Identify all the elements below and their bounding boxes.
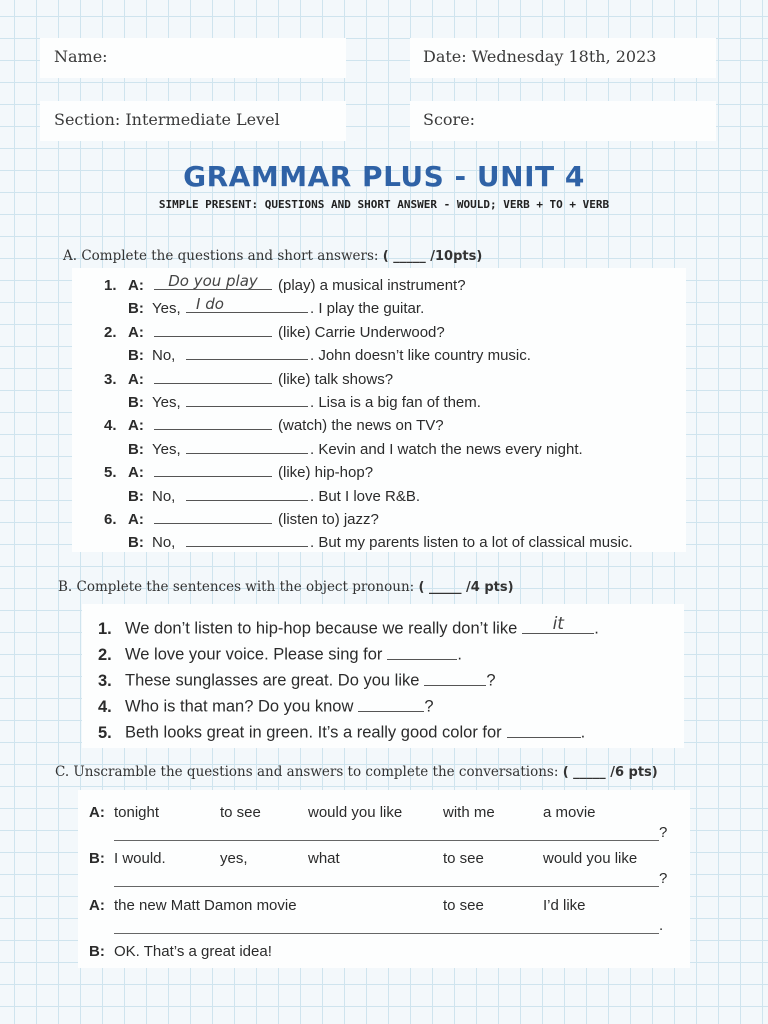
scrambled-word: to see (443, 897, 484, 914)
item-number: 4. (98, 697, 112, 716)
answer-blank[interactable] (186, 297, 308, 313)
part-c-instruction (55, 764, 658, 780)
answer-text: . But I love R&B. (310, 487, 421, 505)
question-text: (like) hip-hop? (278, 464, 374, 482)
sentence-text: These sunglasses are great. Do you like (125, 671, 420, 690)
part-c-instruction-text: C. Unscramble the questions and answers to complete the conversations: (55, 764, 559, 780)
scrambled-word: OK. That’s a great idea! (114, 943, 272, 960)
sentence-text: We love your voice. Please sing for (125, 645, 383, 664)
part-b-sentence-row (98, 720, 585, 743)
scrambled-word: to see (220, 804, 261, 821)
name-label: Name: (54, 47, 108, 66)
part-a-question-row (104, 414, 444, 434)
question-text: (like) Carrie Underwood? (278, 323, 445, 341)
part-a-question-row (104, 461, 373, 481)
short-answer-start: No, (152, 534, 176, 552)
date-label: Date: Wednesday 18th, 2023 (423, 47, 657, 66)
speaker-label: B: (89, 850, 105, 867)
answer-blank[interactable] (186, 391, 308, 407)
section-label: Section: Intermediate Level (54, 110, 280, 129)
line-end-punctuation: ? (659, 824, 668, 841)
scrambled-word: I’d like (543, 897, 586, 914)
answer-blank[interactable] (186, 438, 308, 454)
answer-blank[interactable] (507, 720, 581, 738)
sentence-end-punctuation: . (580, 723, 586, 742)
part-a-question-row (104, 508, 379, 528)
answer-blank[interactable] (154, 368, 272, 384)
handwritten-answer: Do you play (168, 272, 258, 290)
line-end-punctuation: ? (659, 870, 668, 887)
answer-blank[interactable] (186, 344, 308, 360)
part-b-instruction (58, 579, 514, 595)
part-a-question-row (104, 368, 393, 388)
scrambled-word: would you like (308, 804, 403, 821)
scrambled-word: would you like (543, 850, 638, 867)
part-b-sentence-row (98, 694, 434, 717)
short-answer-start: Yes, (152, 440, 181, 458)
answer-blank[interactable] (186, 531, 308, 547)
part-b-instruction-text: B. Complete the sentences with the object pronoun: (58, 579, 415, 595)
answer-blank[interactable] (522, 613, 594, 634)
scrambled-word: the new Matt Damon movie (114, 897, 297, 914)
sentence-text: Who is that man? Do you know (125, 697, 354, 716)
part-a-question-row (104, 321, 445, 341)
item-number: 1. (98, 619, 112, 638)
speaker-b-label: B: (128, 394, 144, 411)
sentence-end-punctuation: ? (486, 671, 496, 690)
item-number: 2. (98, 645, 112, 664)
answer-blank[interactable] (154, 508, 272, 524)
answer-text: . Kevin and I watch the news every night. (310, 440, 583, 458)
item-number: 5. (98, 723, 112, 742)
speaker-a-label: A: (128, 511, 144, 528)
part-b-sentence-row (98, 613, 599, 639)
speaker-b-label: B: (128, 347, 144, 365)
part-a-answer-row (128, 391, 481, 411)
answer-text: . Lisa is a big fan of them. (310, 394, 481, 411)
part-a-answer-row (128, 485, 420, 505)
scrambled-word: yes, (220, 850, 248, 867)
sentence-end-punctuation: . (457, 645, 462, 664)
question-text: (watch) the news on TV? (278, 417, 444, 435)
answer-line[interactable] (114, 886, 659, 887)
answer-blank[interactable] (154, 321, 272, 337)
speaker-b-label: B: (128, 300, 144, 318)
item-number: 4. (104, 417, 117, 435)
short-answer-start: No, (152, 487, 176, 505)
scrambled-word: with me (443, 804, 495, 821)
part-a-instruction-text: A. Complete the questions and short answers: (63, 248, 379, 264)
answer-line[interactable] (114, 840, 659, 841)
scrambled-word: a movie (543, 804, 596, 821)
speaker-label: B: (89, 943, 105, 960)
sentence-end-punctuation: . (594, 619, 599, 638)
part-b-points: ( _____ /4 pts) (418, 580, 514, 595)
handwritten-answer: it (552, 613, 564, 634)
part-a-points: ( _____ /10pts) (382, 249, 483, 264)
part-a-answer-row (128, 297, 424, 317)
answer-blank[interactable] (186, 485, 308, 501)
answer-text: . I play the guitar. (310, 300, 425, 318)
item-number: 6. (104, 511, 117, 528)
part-a-instruction (63, 248, 482, 264)
question-text: (listen to) jazz? (278, 511, 379, 528)
question-text: (like) talk shows? (278, 370, 394, 388)
part-a-answer-row (128, 531, 633, 551)
item-number: 2. (104, 323, 117, 341)
item-number: 3. (104, 370, 117, 388)
speaker-a-label: A: (128, 370, 144, 388)
answer-blank[interactable] (424, 668, 486, 686)
scrambled-word: what (308, 850, 340, 867)
scrambled-word: to see (443, 850, 484, 867)
answer-blank[interactable] (154, 414, 272, 430)
speaker-a-label: A: (128, 464, 144, 482)
sentence-text: We don’t listen to hip-hop because we really don’t like (125, 619, 518, 638)
speaker-b-label: B: (128, 487, 144, 505)
short-answer-start: No, (152, 347, 176, 365)
speaker-a-label: A: (128, 323, 144, 341)
short-answer-start: Yes, (152, 394, 181, 411)
item-number: 1. (104, 277, 117, 294)
line-end-punctuation: . (659, 917, 664, 934)
answer-blank[interactable] (387, 642, 457, 660)
part-a-answer-row (128, 344, 531, 364)
part-b-sentence-row (98, 642, 462, 665)
scrambled-word: I would. (114, 850, 166, 867)
part-b-sentence-row (98, 668, 496, 691)
speaker-b-label: B: (128, 440, 144, 458)
score-label: Score: (423, 110, 476, 129)
answer-blank[interactable] (154, 461, 272, 477)
part-a-answer-row (128, 438, 583, 458)
answer-text: . But my parents listen to a lot of classical music. (310, 534, 633, 552)
sentence-text: Beth looks great in green. It’s a really good color for (125, 723, 502, 742)
question-text: (play) a musical instrument? (278, 277, 466, 294)
answer-blank[interactable] (154, 274, 272, 290)
item-number: 3. (98, 671, 112, 690)
speaker-label: A: (89, 897, 105, 914)
answer-text: . John doesn’t like country music. (310, 347, 531, 365)
speaker-a-label: A: (128, 277, 144, 294)
worksheet-subtitle: SIMPLE PRESENT: QUESTIONS AND SHORT ANSWER - WOULD; VERB + TO + VERB (158, 198, 610, 211)
sentence-end-punctuation: ? (424, 697, 434, 716)
part-c-points: ( _____ /6 pts) (562, 765, 658, 780)
answer-line[interactable] (114, 933, 659, 934)
speaker-label: A: (89, 804, 105, 821)
scrambled-word: tonight (114, 804, 160, 821)
part-a-question-row (104, 274, 466, 294)
short-answer-start: Yes, (152, 300, 181, 318)
answer-blank[interactable] (358, 694, 424, 712)
speaker-b-label: B: (128, 534, 144, 552)
speaker-a-label: A: (128, 417, 144, 435)
handwritten-answer: I do (196, 295, 224, 314)
item-number: 5. (104, 464, 117, 482)
worksheet-title: GRAMMAR PLUS - UNIT 4 (183, 160, 585, 193)
